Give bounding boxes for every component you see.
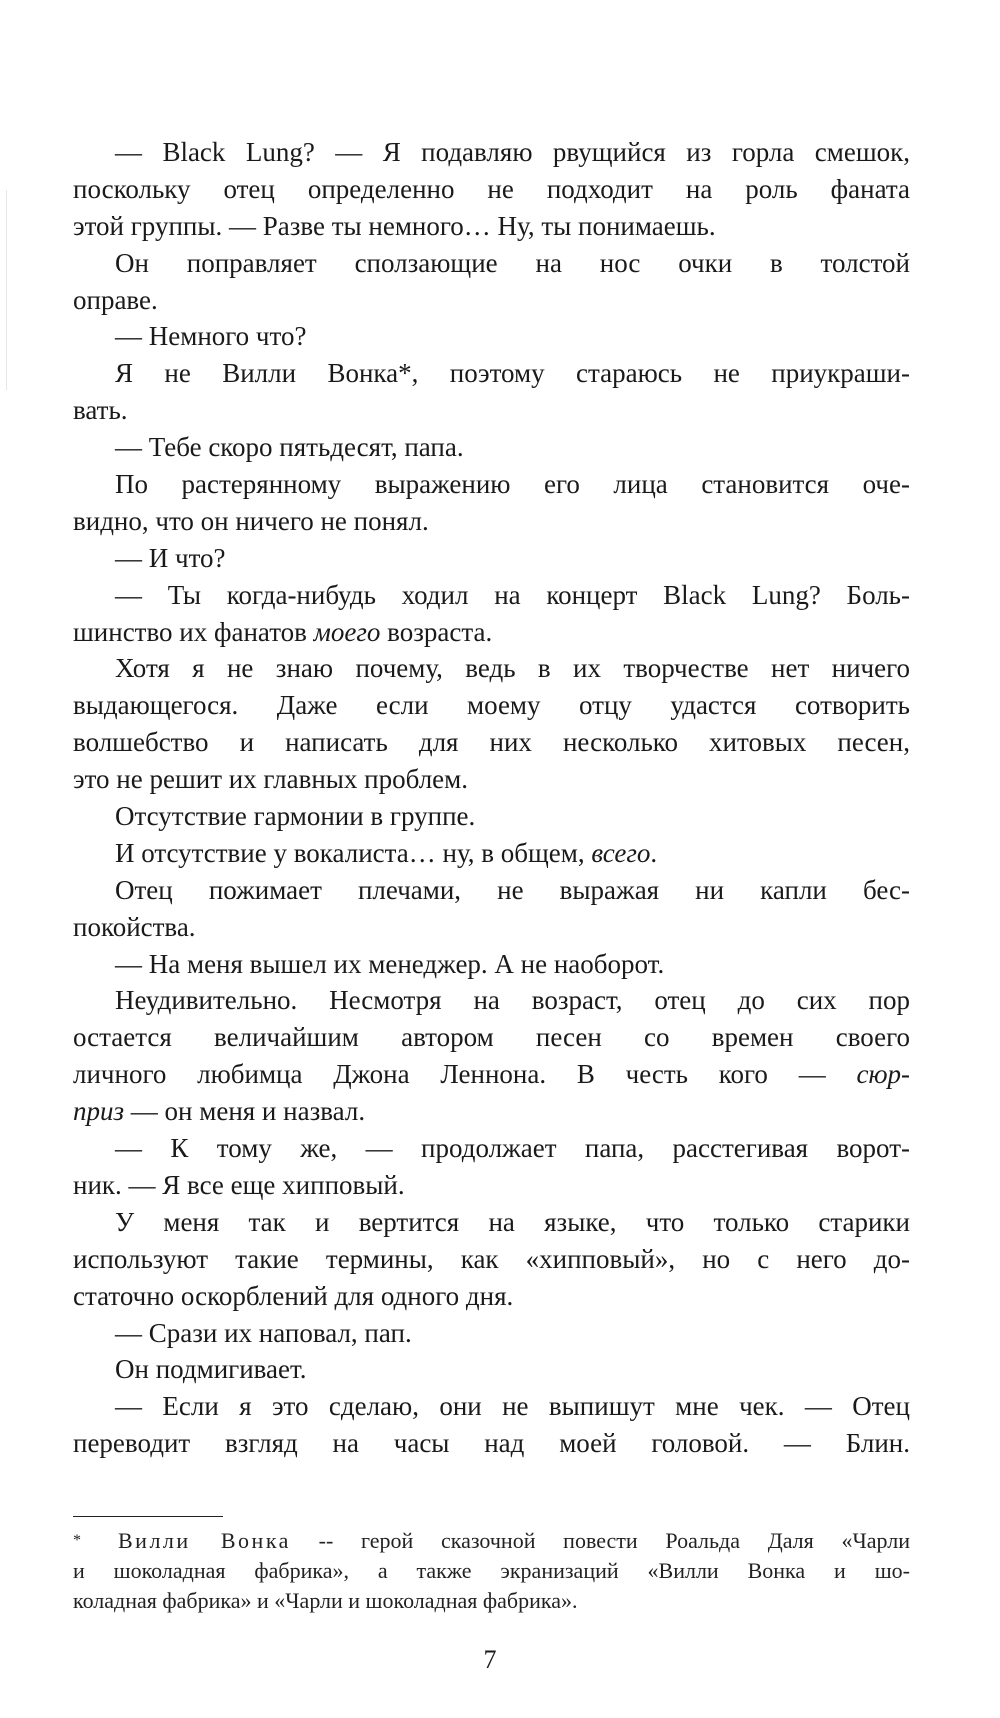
footnote-text: -- герой сказочной повести Роальда Даля «Чарли bbox=[290, 1528, 910, 1553]
text-segment: Отец пожимает плечами, не выражая ни капли бес- bbox=[115, 874, 910, 905]
text-line bbox=[73, 208, 910, 245]
text-line bbox=[73, 761, 910, 798]
text-line bbox=[73, 1019, 910, 1056]
text-segment: — Тебе скоро пятьдесят, папа. bbox=[115, 432, 464, 463]
italic-emphasis: всего bbox=[591, 837, 651, 868]
text-segment: видно, что он ничего не понял. bbox=[73, 505, 429, 536]
text-line bbox=[73, 982, 910, 1019]
text-line bbox=[73, 429, 910, 466]
text-line bbox=[73, 503, 910, 540]
text-line bbox=[73, 355, 910, 392]
text-line bbox=[73, 1130, 910, 1167]
text-segment: Он поправляет сползающие на нос очки в толстой bbox=[115, 247, 910, 278]
text-segment: остается величайшим автором песен со времен своего bbox=[73, 1022, 910, 1053]
footnote-line: коладная фабрика» и «Чарли и шоколадная фабрика». bbox=[73, 1588, 578, 1613]
italic-emphasis: приз bbox=[73, 1096, 125, 1127]
text-line bbox=[73, 798, 910, 835]
text-segment: поскольку отец определенно не подходит на роль фаната bbox=[73, 173, 910, 204]
footnote bbox=[73, 1526, 910, 1616]
text-segment: У меня так и вертится на языке, что только старики bbox=[115, 1206, 910, 1237]
text-line bbox=[73, 946, 910, 983]
text-line bbox=[73, 650, 910, 687]
text-segment: Я не Вилли Вонка*, поэтому стараюсь не приукраши- bbox=[115, 358, 910, 389]
text-segment: — он меня и назвал. bbox=[124, 1096, 366, 1127]
text-line bbox=[73, 577, 910, 614]
text-segment: Неудивительно. Несмотря на возраст, отец до сих пор bbox=[115, 985, 910, 1016]
text-segment: это не решит их главных проблем. bbox=[73, 764, 468, 795]
text-segment: шинство их фанатов bbox=[73, 616, 314, 647]
text-line bbox=[73, 1388, 910, 1425]
text-line bbox=[73, 318, 910, 355]
text-segment: По растерянному выражению его лица становится оче- bbox=[115, 469, 910, 500]
text-line bbox=[73, 282, 910, 319]
text-segment: — И что? bbox=[115, 542, 226, 573]
text-line bbox=[73, 1351, 910, 1388]
page-number: 7 bbox=[483, 1645, 497, 1674]
text-segment: волшебство и написать для них несколько хитовых песен, bbox=[73, 727, 910, 758]
text-segment: возраста. bbox=[380, 616, 493, 647]
footnote-term: Вилли Вонка bbox=[118, 1528, 291, 1553]
text-segment: Хотя я не знаю почему, ведь в их творчестве нет ничего bbox=[115, 653, 910, 684]
text-line bbox=[73, 392, 910, 429]
text-segment: — Black Lung? — Я подавляю рвущийся из горла смешок, bbox=[115, 137, 910, 167]
text-segment: оправе. bbox=[73, 284, 158, 315]
text-segment: — Немного что? bbox=[115, 321, 307, 352]
text-segment: Он подмигивает. bbox=[115, 1354, 307, 1385]
text-segment: — Срази их наповал, пап. bbox=[115, 1317, 412, 1348]
italic-emphasis: моего bbox=[313, 616, 381, 647]
footnote-marker: * bbox=[73, 1532, 81, 1549]
text-segment: выдающегося. Даже если моему отцу удастся сотворить bbox=[73, 690, 910, 721]
text-segment: покойства. bbox=[73, 911, 196, 942]
text-line bbox=[73, 466, 910, 503]
text-line bbox=[73, 1056, 910, 1093]
body-text bbox=[73, 134, 910, 1462]
footnote-divider bbox=[73, 1516, 223, 1517]
text-segment: — Если я это сделаю, они не выпишут мне чек. — Отец bbox=[115, 1391, 910, 1422]
text-line bbox=[73, 1093, 910, 1130]
text-line bbox=[73, 909, 910, 946]
text-line bbox=[73, 614, 910, 651]
text-line bbox=[73, 1204, 910, 1241]
text-segment: вать. bbox=[73, 395, 128, 426]
text-segment: И отсутствие у вокалиста… ну, в общем, bbox=[115, 837, 592, 868]
text-line bbox=[73, 1315, 910, 1352]
text-line bbox=[73, 872, 910, 909]
text-segment: . bbox=[650, 837, 658, 868]
italic-emphasis: сюр- bbox=[856, 1059, 910, 1090]
text-segment: — К тому же, — продолжает папа, расстегивая ворот- bbox=[115, 1133, 910, 1164]
text-segment: — Ты когда-нибудь ходил на концерт Black Lung? Боль- bbox=[115, 579, 910, 610]
text-line bbox=[73, 835, 910, 872]
text-segment: переводит взгляд на часы над моей головой. — Блин. bbox=[73, 1428, 910, 1459]
text-line bbox=[73, 1278, 910, 1315]
text-segment: личного любимца Джона Леннона. В честь кого — bbox=[73, 1059, 857, 1090]
text-segment: — На меня вышел их менеджер. А не наоборот. bbox=[115, 948, 665, 979]
text-line bbox=[73, 1167, 910, 1204]
text-line bbox=[73, 687, 910, 724]
scan-edge-shadow bbox=[6, 190, 7, 390]
text-line bbox=[73, 171, 910, 208]
text-line bbox=[73, 724, 910, 761]
text-line bbox=[73, 245, 910, 282]
text-line bbox=[73, 540, 910, 577]
text-segment: Отсутствие гармонии в группе. bbox=[115, 801, 476, 832]
footnote-line: и шоколадная фабрика», а также экранизаций «Вилли Вонка и шо- bbox=[73, 1558, 910, 1583]
footnote-line bbox=[73, 1526, 910, 1556]
text-segment: этой группы. — Разве ты немного… Ну, ты понимаешь. bbox=[73, 210, 716, 241]
text-segment: ник. — Я все еще хипповый. bbox=[73, 1169, 405, 1200]
text-line bbox=[73, 1425, 910, 1462]
text-segment: используют такие термины, как «хипповый», но с него до- bbox=[73, 1243, 910, 1274]
text-segment: статочно оскорблений для одного дня. bbox=[73, 1280, 514, 1311]
text-line bbox=[73, 1241, 910, 1278]
text-line bbox=[73, 134, 910, 171]
